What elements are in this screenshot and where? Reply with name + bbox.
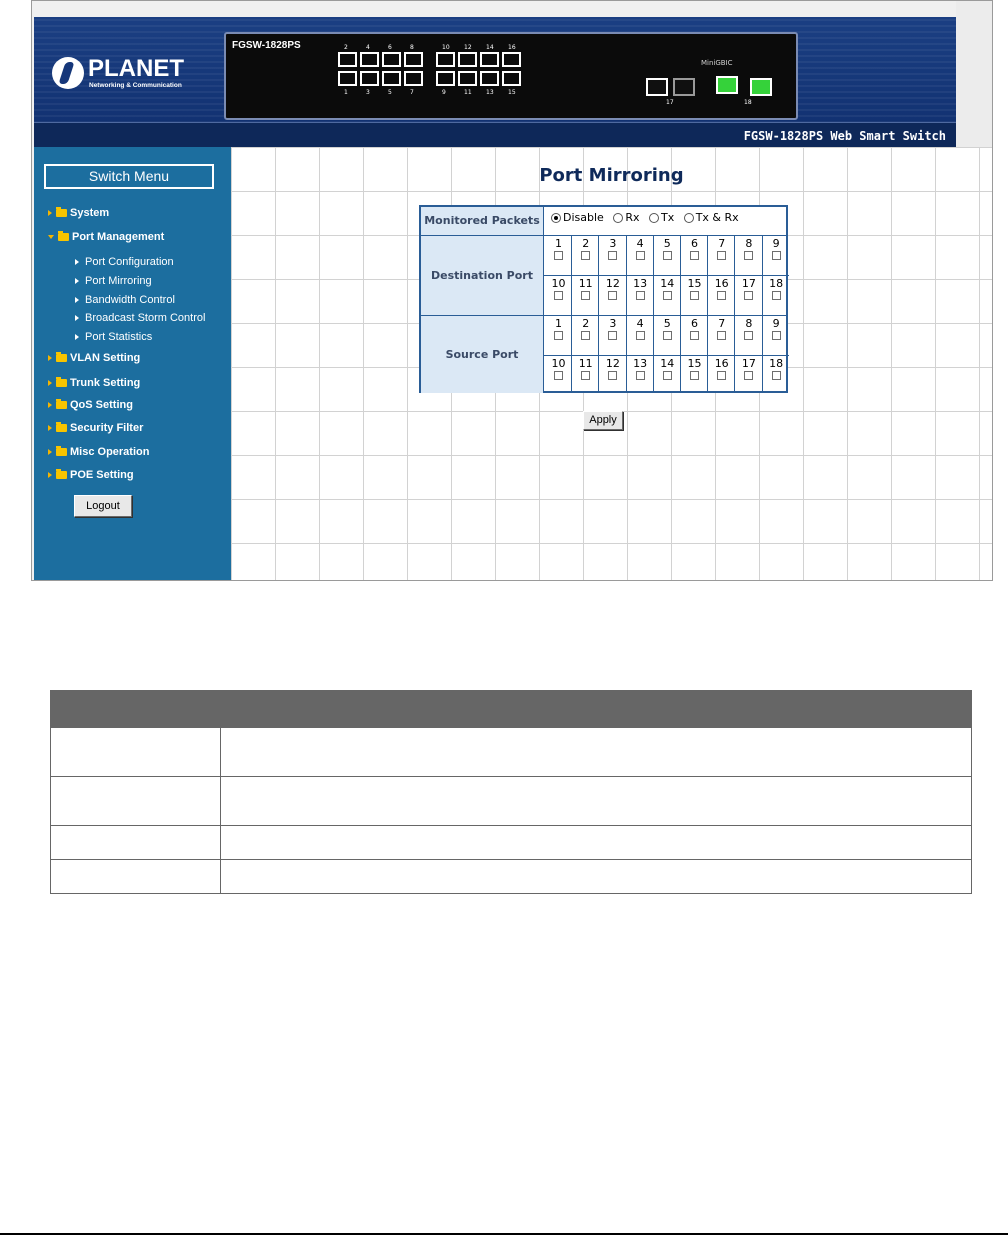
radio-button-icon bbox=[649, 213, 659, 223]
source-port-cell bbox=[654, 357, 681, 380]
brand-tagline: Networking & Communication bbox=[89, 82, 182, 89]
folder-icon bbox=[56, 379, 67, 387]
source-port-cell bbox=[735, 317, 762, 340]
ethernet-port-icon bbox=[458, 52, 477, 67]
port-number-label: 12 bbox=[464, 44, 472, 51]
source-port-checkbox[interactable] bbox=[690, 331, 699, 340]
radio-label: Rx bbox=[625, 211, 640, 224]
ethernet-port-icon bbox=[404, 52, 423, 67]
ethernet-port-icon bbox=[338, 71, 357, 86]
table-row bbox=[51, 777, 972, 826]
port-number-label: 13 bbox=[486, 89, 494, 96]
destination-port-cell bbox=[572, 237, 599, 260]
source-port-cell bbox=[627, 357, 654, 380]
port-number-label: 7 bbox=[410, 89, 414, 96]
port-number: 2 bbox=[582, 237, 590, 250]
folder-icon bbox=[56, 424, 67, 432]
menu-item-system[interactable] bbox=[48, 207, 109, 219]
submenu-port-statistics[interactable] bbox=[75, 331, 152, 343]
destination-port-cell bbox=[763, 277, 790, 300]
destination-port-cell bbox=[708, 237, 735, 260]
destination-port-cell bbox=[654, 237, 681, 260]
monitored-packets-radio-group bbox=[551, 211, 739, 224]
menu-item-label: QoS Setting bbox=[70, 399, 133, 411]
port-number: 9 bbox=[772, 237, 780, 250]
port-number: 5 bbox=[663, 237, 671, 250]
source-port-cell bbox=[708, 357, 735, 380]
column-divider bbox=[571, 236, 572, 393]
port-number-label: 11 bbox=[464, 89, 472, 96]
submenu-label: Port Statistics bbox=[85, 331, 153, 343]
radio-button-selected-icon bbox=[551, 213, 561, 223]
folder-icon bbox=[56, 209, 67, 217]
planet-logo-icon bbox=[52, 57, 84, 89]
source-port-checkbox[interactable] bbox=[581, 371, 590, 380]
column-divider bbox=[653, 236, 654, 393]
source-port-checkbox[interactable] bbox=[608, 371, 617, 380]
destination-port-cell bbox=[627, 277, 654, 300]
port-number-label: 8 bbox=[410, 44, 414, 51]
menu-item-vlan-setting[interactable] bbox=[48, 352, 140, 364]
submenu-port-configuration[interactable] bbox=[75, 256, 174, 268]
switch-front-panel bbox=[224, 32, 798, 120]
destination-port-cell bbox=[599, 237, 626, 260]
bullet-arrow-icon bbox=[75, 334, 79, 340]
port-number-label: 15 bbox=[508, 89, 516, 96]
destination-port-cell bbox=[735, 277, 762, 300]
port-number: 16 bbox=[714, 277, 729, 290]
port-number: 13 bbox=[633, 357, 648, 370]
column-divider bbox=[598, 236, 599, 393]
source-port-cell bbox=[708, 317, 735, 340]
radio-rx[interactable] bbox=[613, 211, 639, 224]
collapsed-arrow-icon bbox=[48, 402, 52, 408]
source-port-cell bbox=[763, 317, 790, 340]
folder-icon bbox=[56, 448, 67, 456]
source-port-cell bbox=[681, 357, 708, 380]
port-number: 7 bbox=[718, 237, 726, 250]
menu-item-security-filter[interactable] bbox=[48, 422, 143, 434]
ethernet-port-icon bbox=[436, 71, 455, 86]
source-port-checkbox[interactable] bbox=[554, 331, 563, 340]
radio-disable[interactable] bbox=[551, 211, 604, 224]
ethernet-port-icon bbox=[458, 71, 477, 86]
port-number: 7 bbox=[718, 317, 726, 330]
destination-port-cell bbox=[735, 237, 762, 260]
source-port-checkbox[interactable] bbox=[772, 331, 781, 340]
menu-item-trunk-setting[interactable] bbox=[48, 377, 140, 389]
port-number-label: 3 bbox=[366, 89, 370, 96]
switch-menu-title: Switch Menu bbox=[44, 164, 214, 189]
table-cell bbox=[51, 826, 221, 860]
collapsed-arrow-icon bbox=[48, 449, 52, 455]
column-divider bbox=[707, 236, 708, 393]
port-number: 12 bbox=[605, 357, 620, 370]
menu-item-label: Security Filter bbox=[70, 422, 144, 434]
table-cell bbox=[221, 860, 972, 894]
port-number-label: 9 bbox=[442, 89, 446, 96]
destination-port-cell bbox=[654, 277, 681, 300]
destination-port-checkbox[interactable] bbox=[608, 251, 617, 260]
page-title: Port Mirroring bbox=[539, 165, 684, 186]
submenu-label: Bandwidth Control bbox=[85, 294, 175, 306]
destination-port-checkbox[interactable] bbox=[690, 291, 699, 300]
destination-port-checkbox[interactable] bbox=[690, 251, 699, 260]
apply-button[interactable]: Apply bbox=[583, 411, 623, 430]
source-port-checkbox[interactable] bbox=[744, 331, 753, 340]
menu-item-label: Misc Operation bbox=[70, 446, 150, 458]
folder-icon bbox=[58, 233, 69, 241]
port-number: 17 bbox=[741, 277, 756, 290]
port-18-sfp-icon bbox=[750, 78, 772, 96]
source-port-cell bbox=[681, 317, 708, 340]
table-header-row bbox=[51, 691, 972, 728]
collapsed-arrow-icon bbox=[48, 355, 52, 361]
menu-item-misc-operation[interactable] bbox=[48, 446, 149, 458]
monitored-packets-label: Monitored Packets bbox=[421, 207, 544, 235]
submenu-label: Port Mirroring bbox=[85, 275, 152, 287]
destination-port-checkbox[interactable] bbox=[554, 251, 563, 260]
destination-port-checkbox[interactable] bbox=[717, 251, 726, 260]
destination-port-cell bbox=[681, 277, 708, 300]
table-row bbox=[51, 860, 972, 894]
port-number: 3 bbox=[609, 237, 617, 250]
port-17-copper-icon bbox=[646, 78, 668, 96]
port-number: 3 bbox=[609, 317, 617, 330]
radio-label: Tx bbox=[660, 211, 675, 224]
port-18-copper-icon bbox=[716, 76, 738, 94]
table-cell bbox=[51, 860, 221, 894]
submenu-bandwidth-control[interactable] bbox=[75, 294, 175, 306]
port-number-label: 5 bbox=[388, 89, 392, 96]
source-port-cell bbox=[763, 357, 790, 380]
port-number: 15 bbox=[687, 357, 702, 370]
bullet-arrow-icon bbox=[75, 297, 79, 303]
browser-screenshot bbox=[31, 0, 993, 581]
destination-port-checkbox[interactable] bbox=[581, 251, 590, 260]
source-port-checkbox[interactable] bbox=[636, 331, 645, 340]
collapsed-arrow-icon bbox=[48, 210, 52, 216]
port-number: 17 bbox=[741, 357, 756, 370]
port-number: 8 bbox=[745, 317, 753, 330]
source-port-checkbox[interactable] bbox=[690, 371, 699, 380]
source-port-checkbox[interactable] bbox=[744, 371, 753, 380]
destination-port-cell bbox=[572, 277, 599, 300]
port-number: 4 bbox=[636, 317, 644, 330]
ethernet-port-icon bbox=[502, 52, 521, 67]
submenu-port-mirroring[interactable] bbox=[75, 275, 152, 287]
port-number-label: 16 bbox=[508, 44, 516, 51]
table-cell bbox=[221, 777, 972, 826]
source-port-checkbox[interactable] bbox=[717, 331, 726, 340]
port-number: 4 bbox=[636, 237, 644, 250]
folder-icon bbox=[56, 471, 67, 479]
destination-port-label: Destination Port bbox=[421, 236, 544, 315]
menu-item-label: Trunk Setting bbox=[70, 377, 141, 389]
destination-port-checkbox[interactable] bbox=[636, 291, 645, 300]
source-port-cell bbox=[735, 357, 762, 380]
destination-port-checkbox[interactable] bbox=[608, 291, 617, 300]
collapsed-arrow-icon bbox=[48, 425, 52, 431]
port-number-label: 6 bbox=[388, 44, 392, 51]
port-number: 10 bbox=[551, 357, 566, 370]
row-divider bbox=[544, 275, 789, 276]
destination-port-checkbox[interactable] bbox=[636, 251, 645, 260]
source-port-label: Source Port bbox=[421, 316, 544, 393]
ethernet-port-icon bbox=[436, 52, 455, 67]
port-number: 2 bbox=[582, 317, 590, 330]
radio-label: Tx & Rx bbox=[695, 211, 739, 224]
destination-port-checkbox[interactable] bbox=[772, 251, 781, 260]
source-port-checkbox[interactable] bbox=[663, 371, 672, 380]
port-number-label: 1 bbox=[344, 89, 348, 96]
menu-item-qos-setting[interactable] bbox=[48, 399, 133, 411]
planet-logo bbox=[52, 55, 202, 95]
menu-item-label: Port Management bbox=[72, 231, 165, 243]
source-port-cell bbox=[599, 317, 626, 340]
port-18-label: 18 bbox=[744, 99, 752, 106]
logout-button[interactable]: Logout bbox=[74, 495, 132, 517]
source-port-cell bbox=[654, 317, 681, 340]
destination-port-checkbox[interactable] bbox=[717, 291, 726, 300]
bullet-arrow-icon bbox=[75, 278, 79, 284]
ethernet-port-icon bbox=[480, 52, 499, 67]
destination-port-cell bbox=[763, 237, 790, 260]
main-content bbox=[231, 147, 992, 581]
port-number-label: 4 bbox=[366, 44, 370, 51]
folder-icon bbox=[56, 401, 67, 409]
bullet-arrow-icon bbox=[75, 315, 79, 321]
destination-port-checkbox[interactable] bbox=[772, 291, 781, 300]
menu-item-label: VLAN Setting bbox=[70, 352, 141, 364]
source-port-checkbox[interactable] bbox=[581, 331, 590, 340]
submenu-label: Port Configuration bbox=[85, 256, 174, 268]
port-number: 10 bbox=[551, 277, 566, 290]
expanded-arrow-icon bbox=[48, 235, 54, 239]
port-17-label: 17 bbox=[666, 99, 674, 106]
port-number-label: 10 bbox=[442, 44, 450, 51]
destination-port-checkbox[interactable] bbox=[663, 291, 672, 300]
destination-port-checkbox[interactable] bbox=[663, 251, 672, 260]
description-table bbox=[50, 690, 972, 894]
source-port-checkbox[interactable] bbox=[717, 371, 726, 380]
radio-tx[interactable] bbox=[649, 211, 674, 224]
destination-port-cell bbox=[681, 237, 708, 260]
port-number: 6 bbox=[691, 237, 698, 250]
radio-button-icon bbox=[613, 213, 623, 223]
port-number: 16 bbox=[714, 357, 729, 370]
ethernet-port-icon bbox=[404, 71, 423, 86]
ethernet-port-icon bbox=[502, 71, 521, 86]
ethernet-port-icon bbox=[382, 52, 401, 67]
column-divider bbox=[762, 236, 763, 393]
destination-port-cell bbox=[545, 237, 572, 260]
destination-port-cell bbox=[708, 277, 735, 300]
table-cell bbox=[221, 826, 972, 860]
bullet-arrow-icon bbox=[75, 259, 79, 265]
table-row bbox=[51, 728, 972, 777]
source-port-checkbox[interactable] bbox=[636, 371, 645, 380]
menu-item-port-management[interactable] bbox=[48, 231, 164, 243]
page-footer-rule bbox=[0, 1233, 1008, 1235]
ethernet-port-icon bbox=[480, 71, 499, 86]
port-number: 14 bbox=[660, 277, 675, 290]
port-number: 18 bbox=[769, 357, 784, 370]
port-number: 18 bbox=[769, 277, 784, 290]
port-number: 9 bbox=[772, 317, 780, 330]
switch-menu-sidebar bbox=[34, 147, 231, 581]
destination-port-cell bbox=[545, 277, 572, 300]
table-cell bbox=[51, 728, 221, 777]
port-number: 11 bbox=[578, 277, 593, 290]
port-17-sfp-icon bbox=[673, 78, 695, 96]
port-number: 11 bbox=[578, 357, 593, 370]
submenu-label: Broadcast Storm Control bbox=[85, 312, 206, 324]
port-mirroring-table bbox=[419, 205, 788, 393]
table-cell bbox=[51, 777, 221, 826]
source-port-checkbox[interactable] bbox=[772, 371, 781, 380]
row-divider bbox=[544, 355, 789, 356]
brand-name: PLANET bbox=[88, 55, 184, 82]
ethernet-port-icon bbox=[382, 71, 401, 86]
port-number: 14 bbox=[660, 357, 675, 370]
menu-item-poe-setting[interactable] bbox=[48, 469, 134, 481]
table-cell bbox=[221, 728, 972, 777]
ethernet-port-icon bbox=[338, 52, 357, 67]
column-divider bbox=[626, 236, 627, 393]
menu-item-label: System bbox=[70, 207, 110, 219]
port-number: 1 bbox=[555, 237, 562, 250]
source-port-checkbox[interactable] bbox=[554, 371, 563, 380]
port-number-label: 14 bbox=[486, 44, 494, 51]
collapsed-arrow-icon bbox=[48, 472, 52, 478]
destination-port-checkbox[interactable] bbox=[554, 291, 563, 300]
destination-port-checkbox[interactable] bbox=[744, 251, 753, 260]
source-port-cell bbox=[627, 317, 654, 340]
source-port-cell bbox=[572, 357, 599, 380]
source-port-cell bbox=[599, 357, 626, 380]
ethernet-port-icon bbox=[360, 71, 379, 86]
destination-port-cell bbox=[599, 277, 626, 300]
panel-model-label: FGSW-1828PS bbox=[232, 40, 301, 51]
header-title: FGSW-1828PS Web Smart Switch bbox=[743, 129, 946, 143]
destination-port-checkbox[interactable] bbox=[744, 291, 753, 300]
column-divider bbox=[734, 236, 735, 393]
port-number: 6 bbox=[691, 317, 698, 330]
source-port-cell bbox=[545, 357, 572, 380]
port-number: 15 bbox=[687, 277, 702, 290]
table-header-cell bbox=[51, 691, 221, 728]
source-port-checkbox[interactable] bbox=[608, 331, 617, 340]
collapsed-arrow-icon bbox=[48, 380, 52, 386]
header-title-bar bbox=[34, 122, 956, 147]
ethernet-port-icon bbox=[360, 52, 379, 67]
table-row bbox=[51, 826, 972, 860]
port-number: 1 bbox=[555, 317, 562, 330]
destination-port-checkbox[interactable] bbox=[581, 291, 590, 300]
minigbic-label: MiniGBIC bbox=[701, 59, 733, 67]
port-number: 5 bbox=[663, 317, 671, 330]
switch-header-banner bbox=[34, 17, 956, 147]
column-divider bbox=[680, 236, 681, 393]
source-port-checkbox[interactable] bbox=[663, 331, 672, 340]
source-port-cell bbox=[545, 317, 572, 340]
folder-icon bbox=[56, 354, 67, 362]
port-number: 13 bbox=[633, 277, 648, 290]
destination-port-cell bbox=[627, 237, 654, 260]
radio-tx-rx[interactable] bbox=[684, 211, 739, 224]
menu-item-label: POE Setting bbox=[70, 469, 134, 481]
radio-button-icon bbox=[684, 213, 694, 223]
table-header-cell bbox=[221, 691, 972, 728]
port-number-label: 2 bbox=[344, 44, 348, 51]
port-number: 8 bbox=[745, 237, 753, 250]
source-port-cell bbox=[572, 317, 599, 340]
port-number: 12 bbox=[605, 277, 620, 290]
submenu-broadcast-storm-control[interactable] bbox=[75, 312, 205, 324]
radio-label: Disable bbox=[563, 211, 604, 224]
